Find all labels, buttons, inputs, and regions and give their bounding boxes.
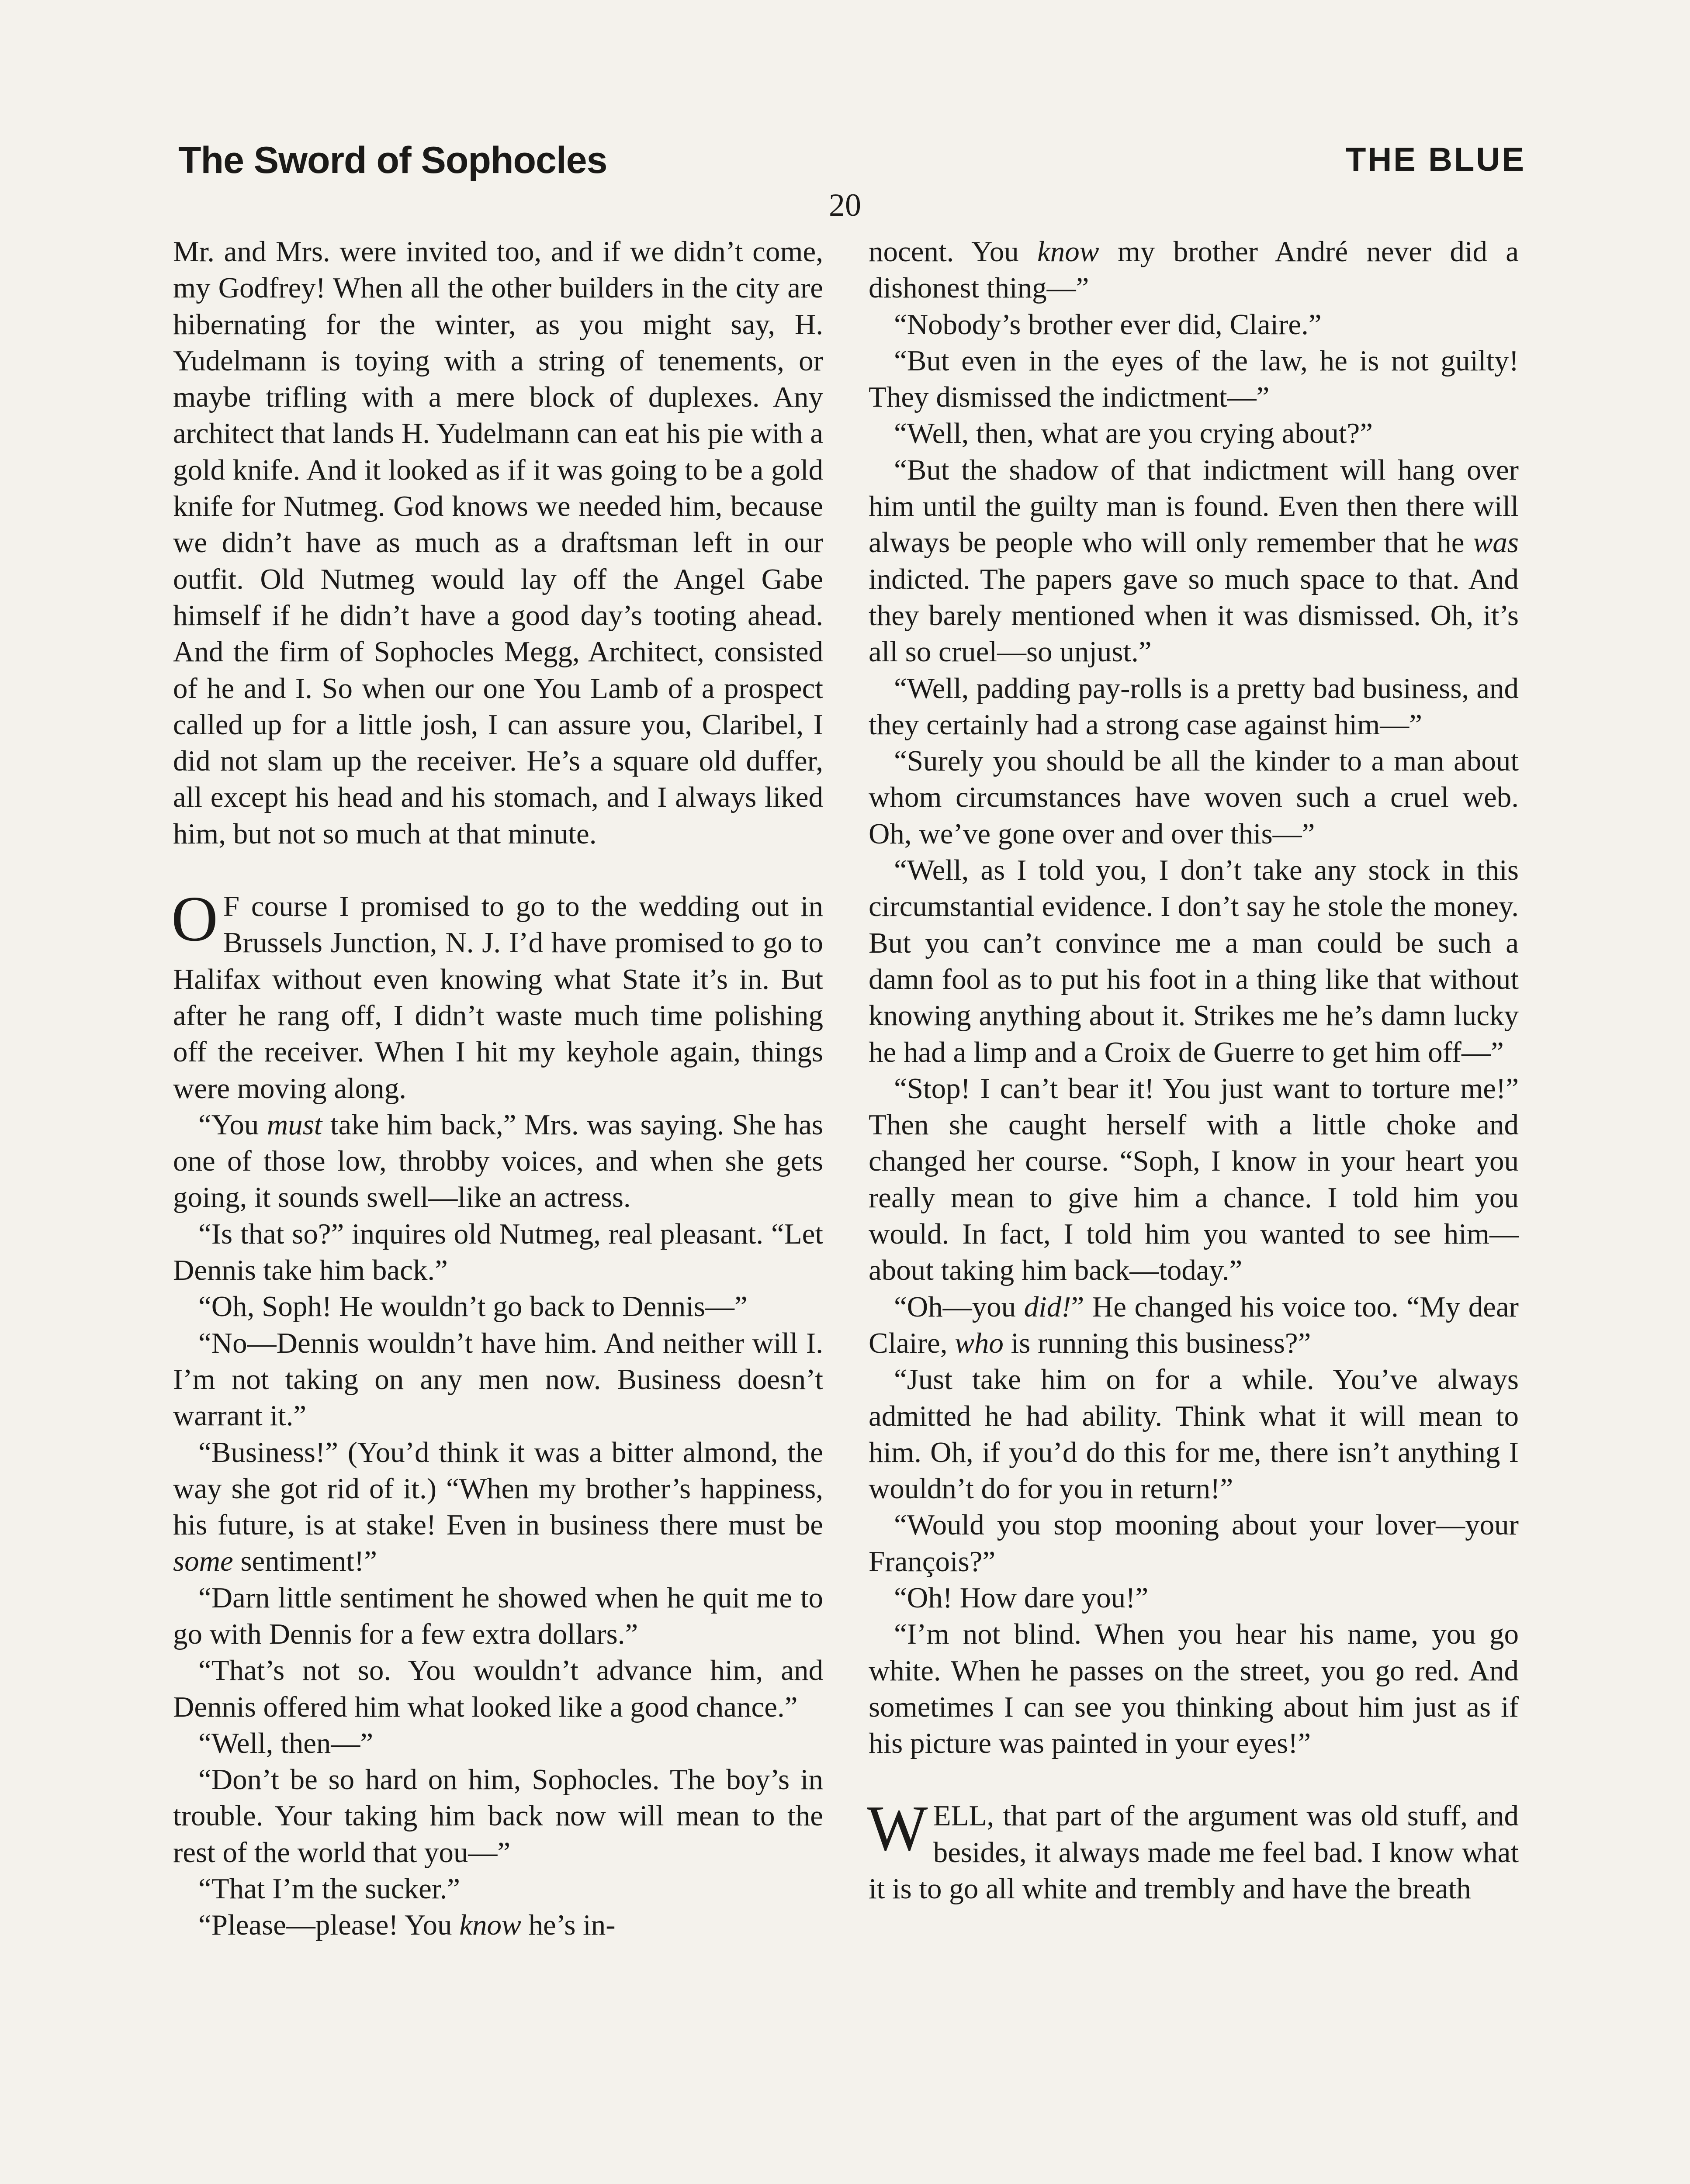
drop-cap: O bbox=[171, 883, 218, 955]
magazine-name-header: THE BLUE bbox=[1346, 141, 1526, 178]
paragraph bbox=[173, 1434, 823, 1580]
paragraph: “That I’m the sucker.” bbox=[198, 1873, 461, 1905]
paragraph: Mr. and Mrs. were invited too, and if we didn’t come, my Godfrey! When all the other builders in the city are hibernating for the winter, as you might say, H. Yudelmann is toying with a string of tenements, or maybe trifling with a mere block of duplexes. Any architect that lands H. Yudelmann can eat his pie with a gold knife. And it looked as if it was going to be a gold knife for Nutmeg. God knows we needed him, because we didn’t have as much as a draftsman left in our outfit. Old Nutmeg would lay off the Angel Gabe himself if he didn’t have a good day’s tooting ahead. And the firm of Sophocles Megg, Architect, consisted of he and I. So when our one You Lamb of a prospect called up for a little josh, I can assure you, Claribel, I did not slam up the receiver. He’s a square old duffer, all except his head and his stomach, and I always liked him, but not so much at that minute. bbox=[173, 235, 823, 850]
paragraph: “Stop! I can’t bear it! You just want to torture me!” Then she caught herself with a little choke and changed her course. “Soph, I know in your heart you really mean to give him a chance. I told him you would. In fact, I told him you wanted to see him—about taking him back—today.” bbox=[869, 1072, 1519, 1287]
paragraph: “Oh, Soph! He wouldn’t go back to Dennis—” bbox=[198, 1290, 748, 1323]
text-run: “Oh—you bbox=[894, 1290, 1024, 1323]
emphasis: know bbox=[1037, 235, 1099, 268]
paragraph: “Well, as I told you, I don’t take any stock in this circumstantial evidence. I don’t say he stole the money. But you can’t convince me a man could be such a damn fool as to put his foot in a thing like that without knowing anything about it. Strikes me he’s damn lucky he had a limp and a Croix de Guerre to get him off—” bbox=[869, 854, 1519, 1068]
paragraph: “Would you stop mooning about your lover—your François?” bbox=[869, 1509, 1519, 1578]
paragraph: “Well, then, what are you crying about?” bbox=[894, 417, 1373, 450]
paragraph: “Don’t be so hard on him, Sophocles. The boy’s in trouble. Your taking him back now will mean to the rest of the world that you—” bbox=[173, 1763, 823, 1869]
story-title-header: The Sword of Sophocles bbox=[178, 139, 607, 181]
emphasis: who bbox=[955, 1327, 1004, 1359]
section-paragraph bbox=[867, 1793, 1519, 1907]
text-run: “You bbox=[198, 1108, 267, 1141]
paragraph: “That’s not so. You wouldn’t advance him, and Dennis offered him what looked like a good chance.” bbox=[173, 1654, 823, 1723]
text-run: nocent. You bbox=[869, 235, 1038, 268]
paragraph: “Is that so?” inquires old Nutmeg, real pleasant. “Let Dennis take him back.” bbox=[173, 1217, 823, 1287]
section-paragraph bbox=[171, 883, 823, 1107]
paragraph: “But even in the eyes of the law, he is not guilty! They dismissed the indictment—” bbox=[869, 344, 1519, 414]
paragraph bbox=[869, 452, 1519, 670]
paragraph: “Surely you should be all the kinder to a man about whom circumstances have woven such a cruel web. Oh, we’ve gone over and over this—” bbox=[869, 745, 1519, 850]
text-run: sentiment!” bbox=[233, 1545, 377, 1578]
page-number: 20 bbox=[829, 187, 861, 223]
text-run: “Business!” (You’d think it was a bitter almond, the way she got rid of it.) “When my brother’s happiness, his future, is at stake! Even in business there must be bbox=[173, 1436, 823, 1541]
paragraph: “Darn little sentiment he showed when he quit me to go with Dennis for a few extra dollars.” bbox=[173, 1581, 823, 1650]
text-run: “Please—please! You bbox=[198, 1909, 460, 1942]
drop-cap: W bbox=[867, 1793, 928, 1865]
right-text-column bbox=[869, 234, 1519, 1907]
text-run: ” He changed his voice too. “My dear Claire, bbox=[869, 1290, 1519, 1359]
paragraph-text: ELL, that part of the argument was old stuff, and besides, it always made me feel bad. I know what it is to go all white and trembly and have the breath bbox=[869, 1800, 1519, 1905]
paragraph bbox=[173, 1907, 823, 1943]
emphasis: was bbox=[1473, 526, 1519, 559]
paragraph: “Well, padding pay-rolls is a pretty bad business, and they certainly had a strong case against him—” bbox=[869, 672, 1519, 741]
paragraph: “Just take him on for a while. You’ve always admitted he had ability. Think what it will mean to him. Oh, if you’d do this for me, there isn’t anything I wouldn’t do for you in return!” bbox=[869, 1363, 1519, 1505]
paragraph: “Well, then—” bbox=[198, 1727, 374, 1759]
text-run: my brother André never did a dishonest thing—” bbox=[869, 235, 1519, 304]
emphasis: some bbox=[173, 1545, 233, 1578]
paragraph bbox=[869, 1289, 1519, 1362]
paragraph bbox=[173, 1107, 823, 1216]
emphasis: must bbox=[267, 1108, 322, 1141]
text-run: indicted. The papers gave so much space to that. And they barely mentioned when it was dismissed. Oh, it’s all so cruel—so unjust.” bbox=[869, 563, 1519, 668]
text-run: is running this business?” bbox=[1003, 1327, 1311, 1359]
paragraph: “Oh! How dare you!” bbox=[894, 1581, 1149, 1614]
left-text-column bbox=[173, 234, 823, 1944]
paragraph: “Nobody’s brother ever did, Claire.” bbox=[894, 308, 1322, 341]
emphasis: did! bbox=[1024, 1290, 1071, 1323]
paragraph: “I’m not blind. When you hear his name, you go white. When he passes on the street, you go red. And sometimes I can see you thinking about him just as if his picture was painted in your eyes!” bbox=[869, 1618, 1519, 1760]
paragraph bbox=[869, 234, 1519, 307]
text-run: he’s in- bbox=[521, 1909, 616, 1942]
text-run: take him back,” Mrs. was saying. She has one of those low, throbby voices, and when she gets going, it sounds swell—like an actress. bbox=[173, 1108, 823, 1214]
emphasis: know bbox=[459, 1909, 521, 1942]
paragraph: “No—Dennis wouldn’t have him. And neither will I. I’m not taking on any men now. Business doesn’t warrant it.” bbox=[173, 1327, 823, 1432]
paragraph-text: F course I promised to go to the wedding out in Brussels Junction, N. J. I’d have promised to go to Halifax without even knowing what State it’s in. But after he rang off, I didn’t waste much time polishing off the receiver. When I hit my keyhole again, things were moving along. bbox=[173, 890, 823, 1105]
text-run: “But the shadow of that indictment will hang over him until the guilty man is found. Even then there will always be people who will only remember that he bbox=[869, 453, 1519, 559]
